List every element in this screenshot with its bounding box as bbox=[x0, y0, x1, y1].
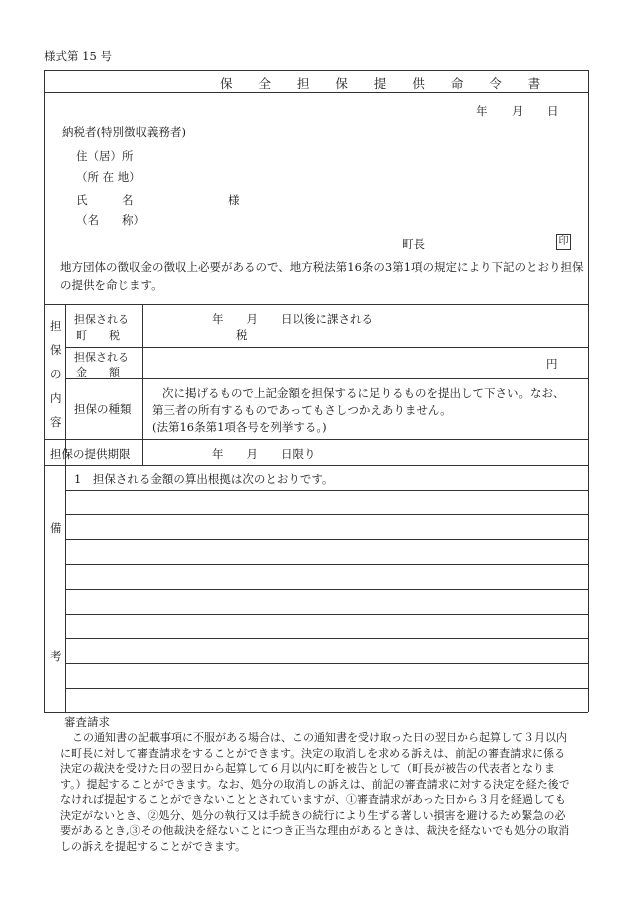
order-body-text: 地方団体の徴収金の徴収上必要があるので、地方税法第16条の3第1項の規定により下記のとおり担保の提供を命じます。 bbox=[60, 260, 584, 292]
section-label-char: 内 bbox=[50, 391, 62, 405]
section-label-char: の bbox=[50, 367, 62, 381]
collateral-type-line: (法第16条第1項各号を列挙する。) bbox=[152, 420, 327, 434]
frame-top bbox=[44, 70, 588, 71]
tax-value-line2: 税 bbox=[236, 328, 248, 342]
collateral-type-label: 担保の種類 bbox=[74, 402, 132, 416]
document-title: 保 全 担 保 提 供 命 令 書 bbox=[220, 76, 552, 91]
remarks-rule bbox=[65, 514, 588, 515]
tax-label-line1: 担保される bbox=[74, 313, 129, 326]
taxpayer-header: 納税者(特別徴収義務者) bbox=[62, 125, 186, 139]
title-divider bbox=[44, 92, 588, 93]
remarks-label-bottom: 考 bbox=[50, 649, 62, 663]
amount-label-line2: 金 額 bbox=[76, 366, 120, 379]
remarks-rule bbox=[65, 614, 588, 615]
remarks-rule bbox=[65, 663, 588, 664]
remarks-rule bbox=[65, 490, 588, 491]
section-label-char: 担 bbox=[50, 319, 62, 333]
seal-stamp: 印 bbox=[556, 234, 571, 250]
remarks-rule bbox=[65, 564, 588, 565]
amount-label-line1: 担保される bbox=[74, 351, 129, 364]
remarks-rule bbox=[65, 589, 588, 590]
issuer-title: 町長 bbox=[402, 237, 425, 251]
tax-value-line1: 年 月 日以後に課される bbox=[212, 312, 373, 326]
date-day: 日 bbox=[547, 104, 559, 118]
remarks-rule bbox=[65, 539, 588, 540]
section-label-char: 保 bbox=[50, 343, 62, 357]
remarks-first-line: 1 担保される金額の算出根拠は次のとおりです。 bbox=[74, 472, 334, 486]
field-label-divider bbox=[142, 304, 143, 439]
honorific: 様 bbox=[228, 193, 240, 207]
date-month: 月 bbox=[512, 104, 524, 118]
date-year: 年 bbox=[476, 104, 488, 118]
deadline-label: 担保の提供期限 bbox=[50, 447, 131, 461]
row-divider-2 bbox=[65, 378, 588, 379]
amount-unit: 円 bbox=[546, 357, 558, 371]
label-column-divider bbox=[65, 304, 66, 712]
name-alt-label: （名 称） bbox=[76, 213, 145, 227]
row-divider-4 bbox=[44, 465, 588, 466]
deadline-value: 年 月 日限り bbox=[212, 447, 316, 461]
section-label-char: 容 bbox=[50, 415, 62, 429]
form-number: 様式第 15 号 bbox=[44, 49, 112, 63]
name-label: 氏 名 bbox=[76, 193, 134, 207]
header-divider bbox=[44, 304, 588, 305]
remarks-rule bbox=[65, 688, 588, 689]
row-divider-3 bbox=[44, 439, 588, 440]
collateral-type-line: 第三者の所有するものであってもさしつかえありません。 bbox=[152, 403, 452, 417]
frame-left bbox=[44, 70, 45, 712]
address-label: 住（居）所 bbox=[76, 149, 134, 163]
frame-bottom bbox=[44, 712, 588, 713]
remarks-label-top: 備 bbox=[50, 521, 62, 535]
collateral-type-line: 次に掲げるもので上記金額を担保するに足りるものを提出して下さい。なお、 bbox=[162, 386, 565, 400]
notice-text: この通知書の記載事項に不服がある場合は、この通知書を受け取った日の翌日から起算して３月以内に町長に対して審査請求をすることができます。決定の取消しを求める訴えは、前記の審査請求に係る決定の裁決を受けた日の翌日から起算して６月以内に町を被告として（町長が被告の代表者となります。）提起することができます。なお、処分の取消しの訴えは、前記の審査請求に対する決定を経た後でなければ提起することができないこととされていますが、①審査請求があった日から３月を経過しても決定がないとき、②処分、処分の執行又は手続きの続行により生ずる著しい損害を避けるため緊急の必要があるとき,③その他裁決を経ないことにつき正当な理由があるときは、裁決を経ないでも処分の取消しの訴えを提起することができます。 bbox=[60, 731, 570, 853]
notice-heading: 審査請求 bbox=[64, 715, 110, 729]
row-divider-1 bbox=[65, 347, 588, 348]
location-label: （所 在 地） bbox=[76, 170, 141, 184]
remarks-rule bbox=[65, 638, 588, 639]
deadline-divider bbox=[142, 439, 143, 465]
tax-label-line2: 町 税 bbox=[76, 329, 120, 342]
frame-right bbox=[588, 70, 589, 712]
